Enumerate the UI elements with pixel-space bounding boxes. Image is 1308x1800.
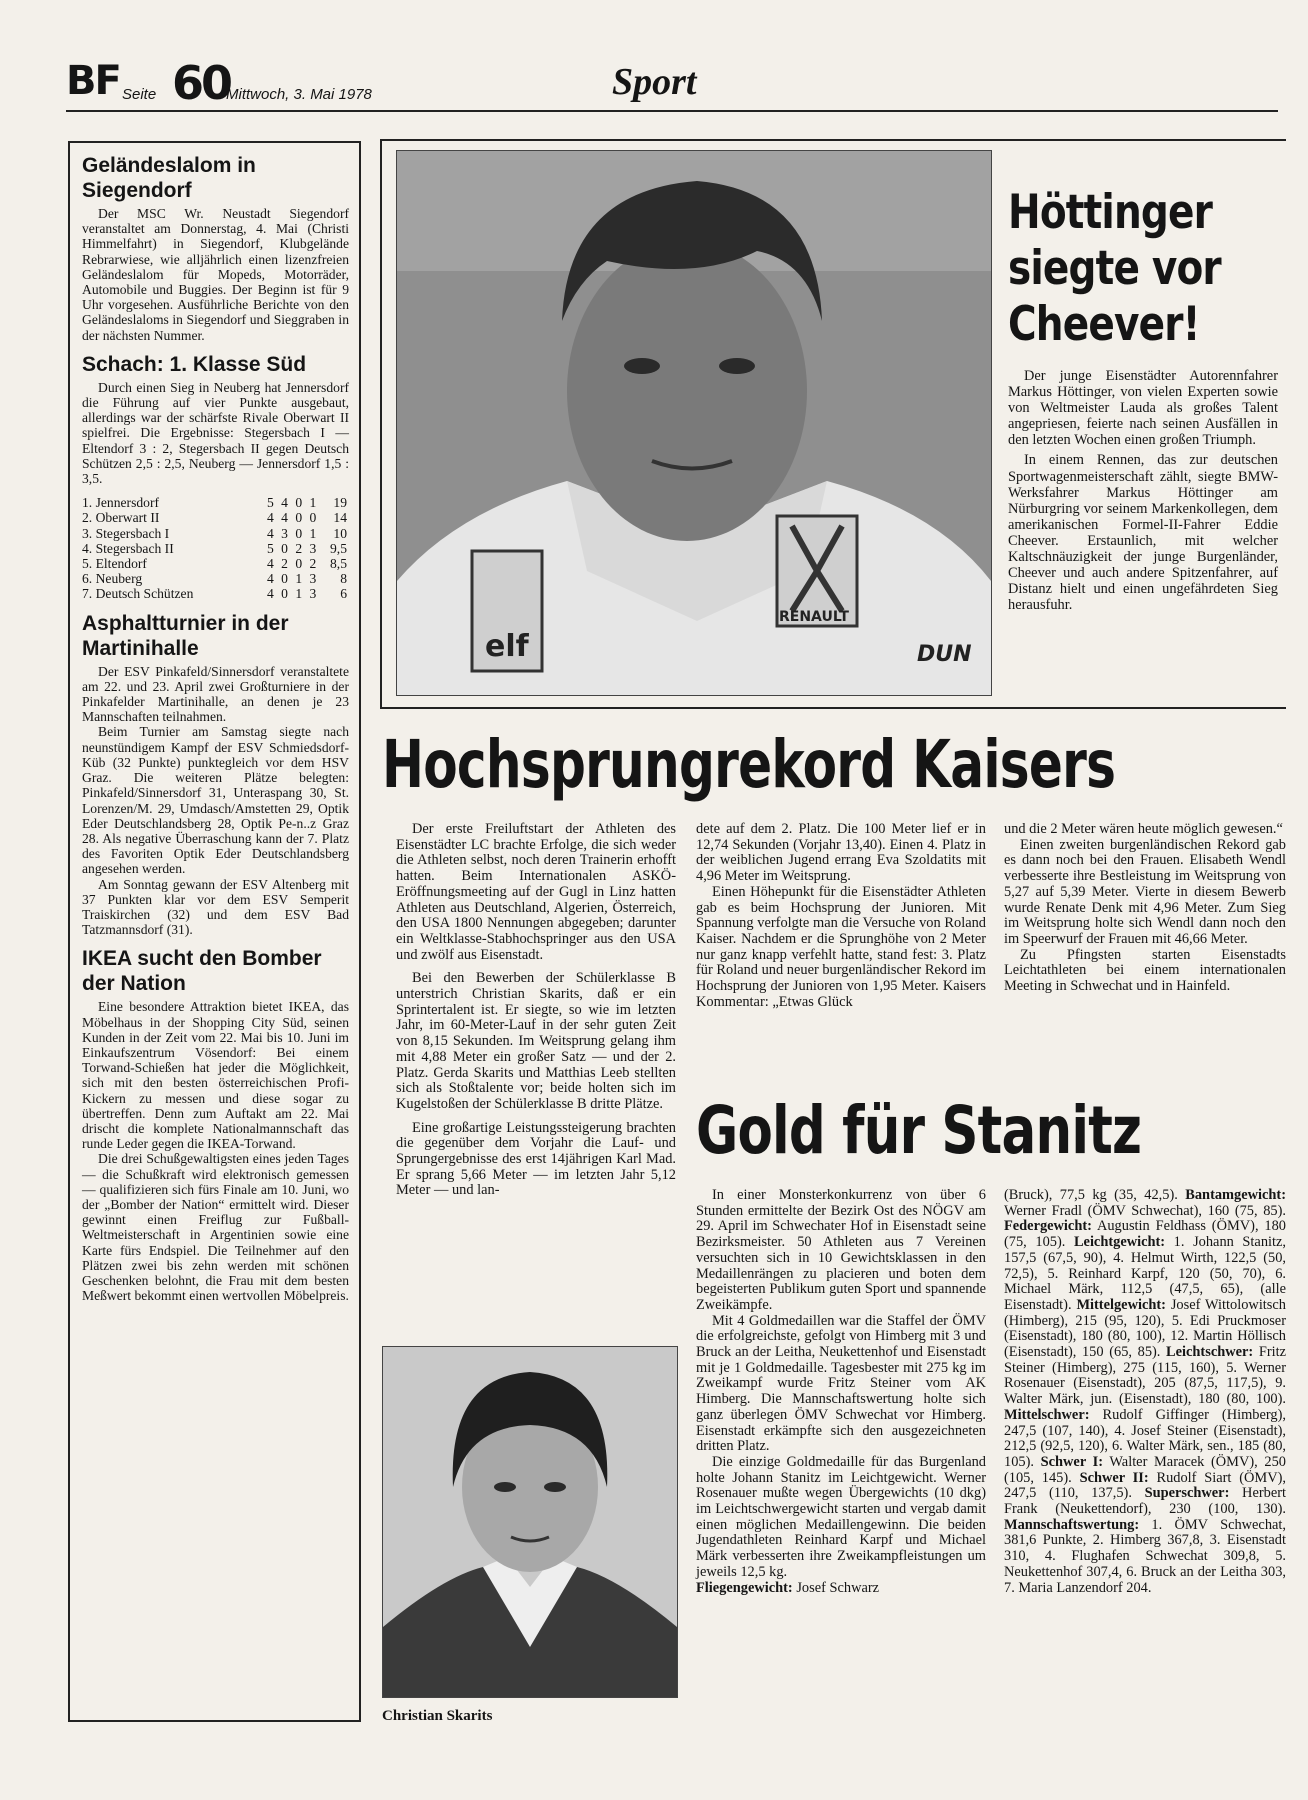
standings-cell-w: 0: [281, 540, 288, 556]
result-text: Rudolf Siart (ÖMV), 247,5 (110, 137,5).: [1004, 1469, 1286, 1502]
headline-line: Höttinger: [1008, 185, 1213, 240]
standings-cell-d: 1: [295, 571, 303, 587]
weight-class-label: Leichtgewicht:: [1073, 1234, 1166, 1251]
hoettinger-photo: [396, 150, 992, 696]
driver-portrait-illustration: [397, 151, 991, 695]
page-number: 60: [172, 56, 231, 110]
paragraph: In einem Rennen, das zur deutschen Sportwagenmeisterschaft zählt, siegte BMW-Werksfahrer Markus Höttinger am Nürburgring vor seinem Markenkollegen, dem amerikanischen Formel-II-Fahrer Eddie Cheever. Erstaunlich, mit welcher Kaltschnäuzigkeit der junge Burgenländer, Cheever und auch andere Spitzenfahrer, auf Distanz hielt und einen ungefährdeten Sieg herausfuhr.: [1008, 452, 1278, 614]
standings-cell-pts: 9,5: [330, 540, 347, 556]
headline-line: Cheever!: [1008, 297, 1200, 352]
standings-row: [82, 495, 349, 510]
paragraph: Beim Turnier am Samstag siegte nach neunstündigem Kampf der ESV Schmiedsdorf-Küb (32 Punkte) punktegleich vor dem HSV Graz. Die weiteren Plätze belegten: Pinkafeld/Sinnersdorf 31, Unteraspang 30, St. Lorenzen/M. 29, Umdasch/Amstetten 29, Optik Eder Deutschlandsberg 28, Optik Pe-n..z Graz 28. Als negative Überraschung kann der 7. Platz des Favoriten Optik Eder Deutschlandsberg angesehen werden.: [82, 724, 349, 877]
article-title: IKEA sucht den Bomber der Nation: [82, 947, 322, 996]
frame-bottom-rule: [380, 707, 1286, 709]
article-body: [82, 664, 349, 938]
paragraph: Einen zweiten burgenländischen Rekord gab es dann noch bei den Frauen. Elisabeth Wendl verbesserte ihre Bestleistung im Weitsprung von 5,27 auf 5,39 Meter. Vierte in diesem Bewerb wurde Renate Denk mit 4,96 Meter. Zum Sieg im Weitsprung holte sich Wendl dann noch den im Speerwurf der Frauen mit 46,66 Meter.: [1004, 836, 1286, 947]
standings-cell-g: 5: [266, 495, 274, 511]
weight-class-label: Bantamgewicht:: [1185, 1187, 1286, 1203]
standings-cell-w: 4: [281, 495, 288, 511]
paragraph: In einer Monsterkonkurrenz von über 6 Stunden ermittelte der Bezirk Ost des NÖGV am 29. April im Schwechater Hof in Eisenstadt seine Bezirksmeister. 50 Athleten aus 7 Vereinen versuchten sich in 10 Gewichtsklassen in den Medaillenrängen zu placieren und boten dem begeisterten Publikum guten Sport und spannende Zweikämpfe.: [696, 1187, 986, 1313]
paragraph: Mit 4 Goldmedaillen war die Staffel der ÖMV die erfolgreichste, gefolgt von Himberg mit 3 und Bruck an der Leitha, Neukettenhof und Eisenstadt mit je 1 Goldmedaille. Tagesbester mit 275 kg im Zweikampf wurde Fritz Steiner vom AK Himberg. Die Mannschaftswertung holte sich ganz überlegen ÖMV Schwechat vor Himberg. Eisenstadt erkämpfte sich den ausgezeichneten dritten Platz.: [696, 1312, 986, 1455]
results-paragraph: [1004, 1188, 1286, 1596]
hoettinger-article-body: [1008, 368, 1278, 617]
standings-cell-pts: 8,5: [330, 556, 347, 572]
standings-cell-w: 0: [281, 586, 288, 602]
standings-cell-rank-team: 1. Jennersdorf: [82, 495, 160, 511]
standings-cell-g: 4: [266, 510, 274, 526]
photo-sleeve-text: DUN: [917, 642, 972, 667]
paragraph: Bei den Bewerben der Schülerklasse B unterstrich Christian Skarits, daß er ein Sprintertalent ist. Er siegte, so wie im letzten Jahr, im 60-Meter-Lauf in der sehr guten Zeit von 8,15 Sekunden. Im Weitsprung gelang ihm mit 4,88 Meter ein großer Satz — und der 2. Platz. Gerda Skarits und Matthias Leeb stellten sich als Stoßtalente vor; beide holten sich im Kugelstoßen der Schülerklasse B dritte Plätze.: [396, 970, 676, 1112]
result-text: Herbert Frank (Neukettendorf), 230 (100, 130).: [1004, 1485, 1286, 1518]
standings-cell-g: 4: [266, 556, 274, 572]
issue-date: Mittwoch, 3. Mai 1978: [226, 86, 372, 103]
article-body: [82, 999, 349, 1303]
standings-cell-rank-team: 4. Stegersbach II: [82, 540, 174, 556]
hochsprung-headline: Hochsprungrekord Kaisers: [382, 726, 1116, 803]
result-text: Augustin Feldhass (ÖMV), 180 (75, 105).: [1004, 1218, 1286, 1251]
hochsprung-col-3: [1004, 822, 1286, 995]
standings-cell-d: 0: [295, 510, 303, 526]
weight-class-label: Fliegengewicht:: [696, 1579, 793, 1596]
standings-cell-l: 3: [309, 540, 317, 556]
paragraph: Der junge Eisenstädter Autorennfahrer Markus Höttinger, von vielen Experten sowie von Weltmeister Lauda als großes Talent angepriesen, feierte nach seinen Ausfällen in den letzten Wochen einen großen Triumph.: [1008, 368, 1278, 449]
article-gelaendeslalom: [82, 153, 349, 343]
result-text: Rudolf Giffinger (Himberg), 247,5 (107, 140), 4. Josef Steiner (Eisenstadt), 212,5 (92,5, 120), 6. Walter Märk, sen., 185 (80, 105).: [1004, 1406, 1286, 1470]
standings-cell-pts: 10: [333, 525, 347, 541]
standings-cell-l: 3: [309, 571, 317, 587]
paragraph: Die einzige Goldmedaille für das Burgenland holte Johann Stanitz im Leichtgewicht. Werner Rosenauer mußte wegen Übergewichts (10 dkg) im Leichtschwergewicht starten und vergab damit einen möglichen Medaillengewinn. Die beiden Jugendathleten Reinhard Karpf und Michael Märk verbesserten ihre Zweikampfleistungen um jeweils 12,5 kg.: [696, 1453, 986, 1580]
standings-cell-g: 5: [266, 540, 274, 556]
paragraph: Am Sonntag gewann der ESV Altenberg mit 37 Punkten klar vor dem ESV Semperit Traiskirchen (32) und dem ESV Bad Tatzmannsdorf (31).: [82, 876, 349, 938]
paragraph: Der erste Freiluftstart der Athleten des Eisenstädter LC brachte Erfolge, die sich weder die Athleten selbst, noch deren Trainerin erhofft hatten. Beim Internationalen ASKÖ-Eröffnungsmeeting auf der Gugl in Linz hatten Athleten aus Deutschland, Algerien, Österreich, den USA 1800 Nennungen abgegeben; darunter ein Weltklasse-Stabhochspringer aus den USA und zwölf aus Eisenstadt.: [396, 821, 676, 963]
article-ikea: [82, 946, 349, 1303]
standings-cell-d: 2: [295, 540, 303, 556]
standings-cell-pts: 14: [333, 510, 347, 526]
standings-cell-rank-team: 5. Eltendorf: [82, 556, 147, 572]
standings-cell-w: 4: [281, 510, 288, 526]
result-text: Werner Fradl (ÖMV Schwechat), 160 (75, 85).: [1004, 1202, 1286, 1219]
standings-cell-l: 0: [309, 510, 317, 526]
photo-brand-text: RENAULT: [779, 609, 849, 625]
chess-standings-table: [82, 495, 349, 601]
article-schach: [82, 352, 349, 602]
page-label: Seite: [122, 86, 157, 103]
weight-class-label: Mittelgewicht:: [1076, 1296, 1166, 1313]
standings-cell-l: 1: [309, 525, 317, 541]
result-text: Walter Maracek (ÖMV), 250 (105, 145).: [1004, 1453, 1286, 1486]
standings-row: [82, 510, 349, 525]
article-title: Asphaltturnier in der Martinihalle: [82, 611, 289, 660]
left-column-box: [68, 141, 361, 1722]
standings-cell-g: 4: [266, 571, 274, 587]
article-asphaltturnier: [82, 611, 349, 938]
article-title: Geländeslalom in Siegendorf: [82, 154, 256, 202]
standings-cell-w: 0: [281, 571, 288, 587]
standings-cell-g: 4: [266, 525, 274, 541]
standings-row: [82, 586, 349, 601]
weight-class-label: Mittelschwer:: [1004, 1406, 1090, 1423]
boy-portrait-illustration: [383, 1347, 677, 1697]
result-text: 1. Johann Stanitz, 157,5 (67,5, 90), 4. Helmut Wirth, 122,5 (50, 72,5), 5. Reinhard Karpf, 120 (50, 70), 6. Michael Märk, 112,5 (47,5, 65), (alle Eisenstadt).: [1004, 1234, 1286, 1313]
standings-cell-w: 3: [281, 525, 288, 541]
paragraph: Die drei Schußgewaltigsten eines jeden Tages — die Schußkraft wird elektronisch gemessen — qualifizieren sich fürs Finale am 10. Juni, wo der „Bomber der Nation“ ermittelt wird. Dieser gewinnt einen Freiflug zur Fußball-Weltmeisterschaft in Argentinien sowie eine Karte fürs Endspiel. Die Teilnehmer auf den Plätzen zwei bis zehn werden mit schönen Geschenken belohnt, die Frau mit dem besten Meßwert bekommt einen wertvollen Möbelpreis.: [82, 1151, 349, 1304]
paragraph: Zu Pfingsten starten Eisenstadts Leichtathleten bei einem internationalen Meeting in Schwechat und in Hainfeld.: [1004, 946, 1286, 995]
section-title: Sport: [612, 61, 697, 103]
standings-cell-l: 2: [309, 556, 317, 572]
standings-row: [82, 526, 349, 541]
article-title: Schach: 1. Klasse Süd: [82, 352, 307, 376]
standings-row: [82, 571, 349, 586]
hoettinger-headline: [1008, 185, 1224, 353]
article-body: Durch einen Sieg in Neuberg hat Jennersdorf die Führung auf vier Punkte ausgebaut, allerdings war der schärfste Rivale Oberwart II spielfrei. Die Ergebnisse: Stegersbach I — Eltendorf 3 : 2, Stegersbach II gegen Deutsch Schützen 2,5 : 2,5, Neuberg — Jennersdorf 1,5 : 3,5.: [82, 379, 349, 487]
weight-class-label: Superschwer:: [1144, 1485, 1230, 1502]
result-text: (Bruck), 77,5 kg (35, 42,5).: [1004, 1187, 1186, 1203]
skarits-photo: [382, 1346, 678, 1698]
gold-col-1: [696, 1188, 986, 1596]
paragraph: dete auf dem 2. Platz. Die 100 Meter lief er in 12,74 Sekunden (Vorjahr 13,40). Einen 4. Platz in der weiblichen Jugend errang Eva Szoldatits mit 4,96 Meter im Weitsprung.: [696, 821, 986, 885]
standings-cell-rank-team: 6. Neuberg: [82, 571, 143, 587]
paper-logo: BF: [66, 58, 120, 104]
weight-class-label: Schwer I:: [1040, 1453, 1103, 1470]
standings-cell-l: 1: [309, 495, 317, 511]
article-body: Der MSC Wr. Neustadt Siegendorf veranstaltet am Donnerstag, 4. Mai (Christi Himmelfahrt) in Siegendorf, Klubgelände Rebrarwiese, wie alljährlich einen lizenzfreien Geländeslalom für Mopeds, Motorräder, Automobile und Buggies. Der Beginn ist für 9 Uhr vorgesehen. Ausführliche Berichte von den Geländeslaloms in Siegendorf und Sieggraben in der nächsten Nummer.: [82, 206, 349, 343]
standings-cell-d: 1: [295, 586, 303, 602]
weight-class-label: Mannschaftswertung:: [1004, 1516, 1140, 1533]
hochsprung-col-2: [696, 822, 986, 1010]
paragraph: und die 2 Meter wären heute möglich gewesen.“: [1004, 821, 1283, 837]
result-text: Fritz Steiner (Himberg), 275 (115, 160), 5. Werner Rosenauer (Eisenstadt), 205 (87,5, 117,5), 9. Walter Märk, jun. (Eisenstadt), 180 (80, 100).: [1004, 1344, 1286, 1408]
paragraph: Eine großartige Leistungssteigerung brachten die gegenüber dem Vorjahr die Lauf- und Sprungergebnisse des erst 14jährigen Karl Mad. Er sprang 5,66 Meter — im letzten Jahr 5,12 Meter — und lan-: [396, 1119, 676, 1199]
standings-cell-d: 0: [295, 495, 303, 511]
result-text: Josef Schwarz: [796, 1579, 880, 1596]
header-rule: [66, 110, 1278, 112]
result-text: Josef Wittolowitsch (Himberg), 215 (95, 120), 5. Edi Pruckmoser (Eisenstadt), 180 (80, 100), 12. Martin Höllisch (Eisenstadt), 150 (65, 85).: [1004, 1296, 1286, 1361]
paragraph: Einen Höhepunkt für die Eisenstädter Athleten gab es beim Hochsprung der Junioren. Mit Spannung verfolgte man die Versuche von Roland Kaiser. Nachdem er die Sprunghöhe von 2 Meter nur ganz knapp verfehlt hatte, stand fest: 3. Platz für Roland und neuer burgenländischer Rekord im Hochsprung der Junioren von 1,95 Meter. Kaisers Kommentar: „Etwas Glück: [696, 883, 986, 1010]
standings-row: [82, 556, 349, 571]
frame-top-rule: [380, 139, 1286, 141]
weight-class-label: Federgewicht:: [1004, 1218, 1092, 1235]
standings-cell-d: 0: [295, 525, 303, 541]
standings-cell-rank-team: 3. Stegersbach I: [82, 525, 170, 541]
standings-cell-pts: 6: [340, 586, 347, 602]
standings-cell-d: 0: [295, 556, 303, 572]
hochsprung-col-1: [396, 822, 676, 1199]
photo-sponsor-text: elf: [485, 629, 529, 664]
result-text: 1. ÖMV Schwechat, 381,6 Punkte, 2. Himberg 367,8, 3. Eisenstadt 310, 4. Flughafen Schwechat 309,8, 5. Neukettenhof 307,4, 6. Bruck an der Leitha 303, 7. Maria Lanzendorf 204.: [1004, 1516, 1286, 1596]
gold-headline: Gold für Stanitz: [696, 1092, 1142, 1169]
weight-class-label: Leichtschwer:: [1166, 1344, 1254, 1361]
paragraph: Eine besondere Attraktion bietet IKEA, das Möbelhaus in der Shopping City Süd, seinen Kunden in der Zeit vom 22. Mai bis 10. Juni im Einkaufszentrum Vösendorf: Bei einem Torwand-Schießen hat jeder die Möglichkeit, sich mit den besten österreichischen Profi-Kickern zu messen und diese sogar zu übertreffen. Denn zum Auftakt am 22. Mai drischt die komplete Nationalmannschaft das runde Leder gegen die IKEA-Torwand.: [82, 999, 349, 1152]
standings-cell-l: 3: [309, 586, 317, 602]
headline-line: siegte vor: [1008, 241, 1221, 296]
standings-cell-g: 4: [266, 586, 274, 602]
standings-row: [82, 541, 349, 556]
standings-cell-pts: 8: [340, 571, 347, 587]
photo-caption: Christian Skarits: [382, 1708, 493, 1724]
standings-cell-pts: 19: [333, 495, 347, 511]
standings-cell-rank-team: 7. Deutsch Schützen: [82, 586, 194, 602]
paragraph: Der ESV Pinkafeld/Sinnersdorf veranstaltete am 22. und 23. April zwei Großturniere in der Pinkafelder Martinihalle, an denen je 23 Mannschaften teilnahmen.: [82, 663, 349, 725]
standings-cell-rank-team: 2. Oberwart II: [82, 510, 160, 526]
standings-cell-w: 2: [281, 556, 288, 572]
gold-col-2-results: [1004, 1188, 1286, 1596]
frame-left-rule: [380, 139, 382, 709]
weight-class-label: Schwer II:: [1079, 1469, 1149, 1486]
